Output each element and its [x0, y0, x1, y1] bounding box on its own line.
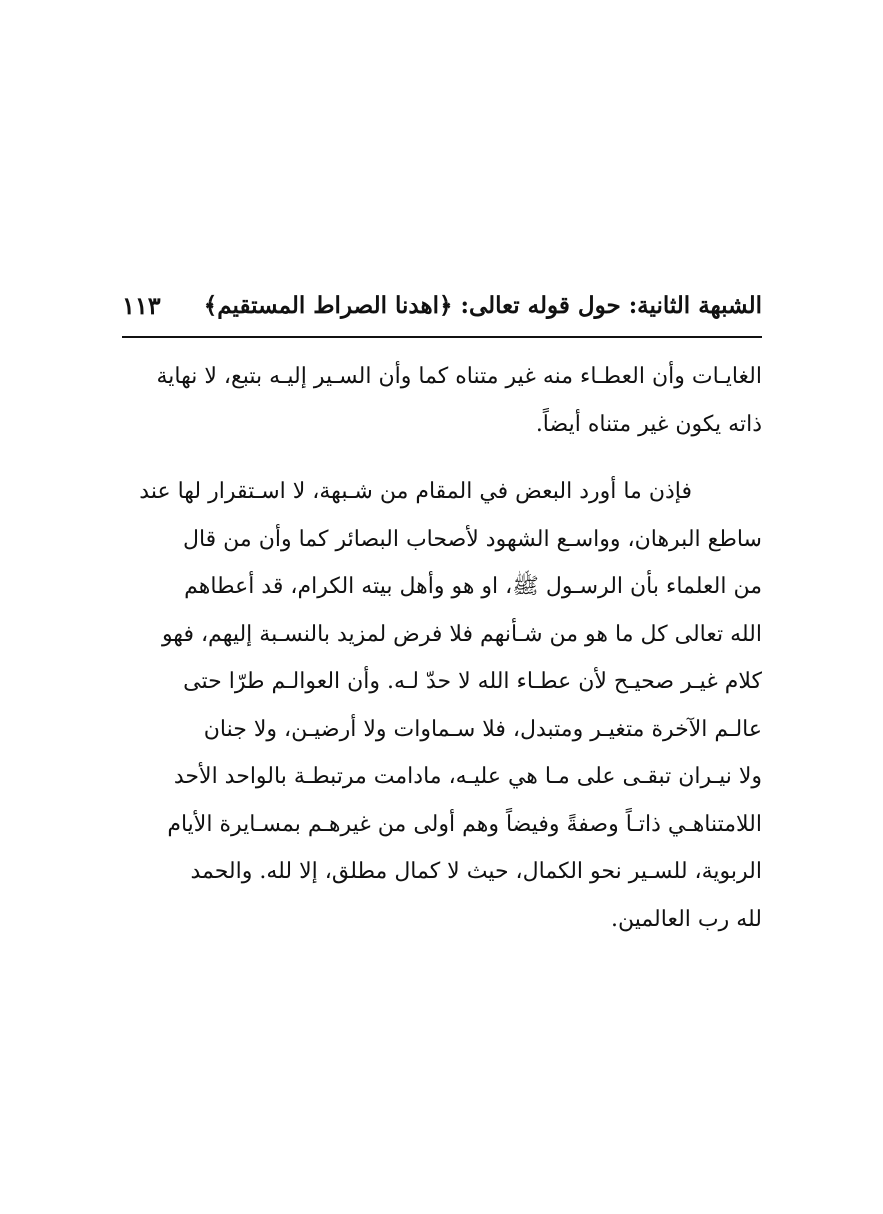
paragraph-2: [110, 468, 762, 943]
text-line: الغايـات وأن العطـاء منه غير متناه كما وأن السـير إليـه بتبع، لا نهاية: [156, 364, 762, 389]
text-line: ساطع البرهان، وواسـع الشهود لأصحاب البصائر كما وأن من قال: [182, 526, 762, 552]
header-divider: [122, 336, 762, 338]
text-line: ولا نيـران تبقـى على مـا هي عليـه، مادامت مرتبطـة بالواحد الأحد: [173, 764, 762, 789]
text-line: الربوية، للسـير نحو الكمال، حيث لا كمال مطلق، إلا لله. والحمد: [190, 859, 762, 884]
text-line: كلام غيـر صحيـح لأن عطـاء الله لا حدّ لـه. وأن العوالـم طرّا حتى: [183, 669, 762, 694]
text-line: عالـم الآخرة متغيـر ومتبدل، فلا سـماوات ولا أرضيـن، ولا جنان: [203, 716, 762, 742]
text-line: فإذن ما أورد البعض في المقام من شـبهة، لا اسـتقرار لها عند: [139, 479, 692, 504]
paragraph-1: [110, 353, 762, 448]
text-line: اللامتناهـي ذاتـاً وصفةً وفيضاً وهم أولى من غيرهـم بمسـايرة الأيام: [167, 811, 762, 837]
page-number: ١١٣: [122, 290, 161, 320]
text-line: ذاته يكون غير متناه أيضاً.: [535, 411, 762, 437]
text-line: لله رب العالمين.: [610, 906, 762, 932]
header-title: الشبهة الثانية: حول قوله تعالى: ﴿اهدنا الصراط المستقيم﴾: [203, 291, 762, 319]
text-line: الله تعالى كل ما هو من شـأنهم فلا فرض لمزيد بالنسـبة إليهم، فهو: [161, 621, 762, 647]
text-line: من العلماء بأن الرسـول ﷺ، او هو وأهل بيته الكرام، قد أعطاهم: [184, 574, 762, 599]
body-text: [110, 353, 762, 943]
running-header: [122, 282, 762, 328]
